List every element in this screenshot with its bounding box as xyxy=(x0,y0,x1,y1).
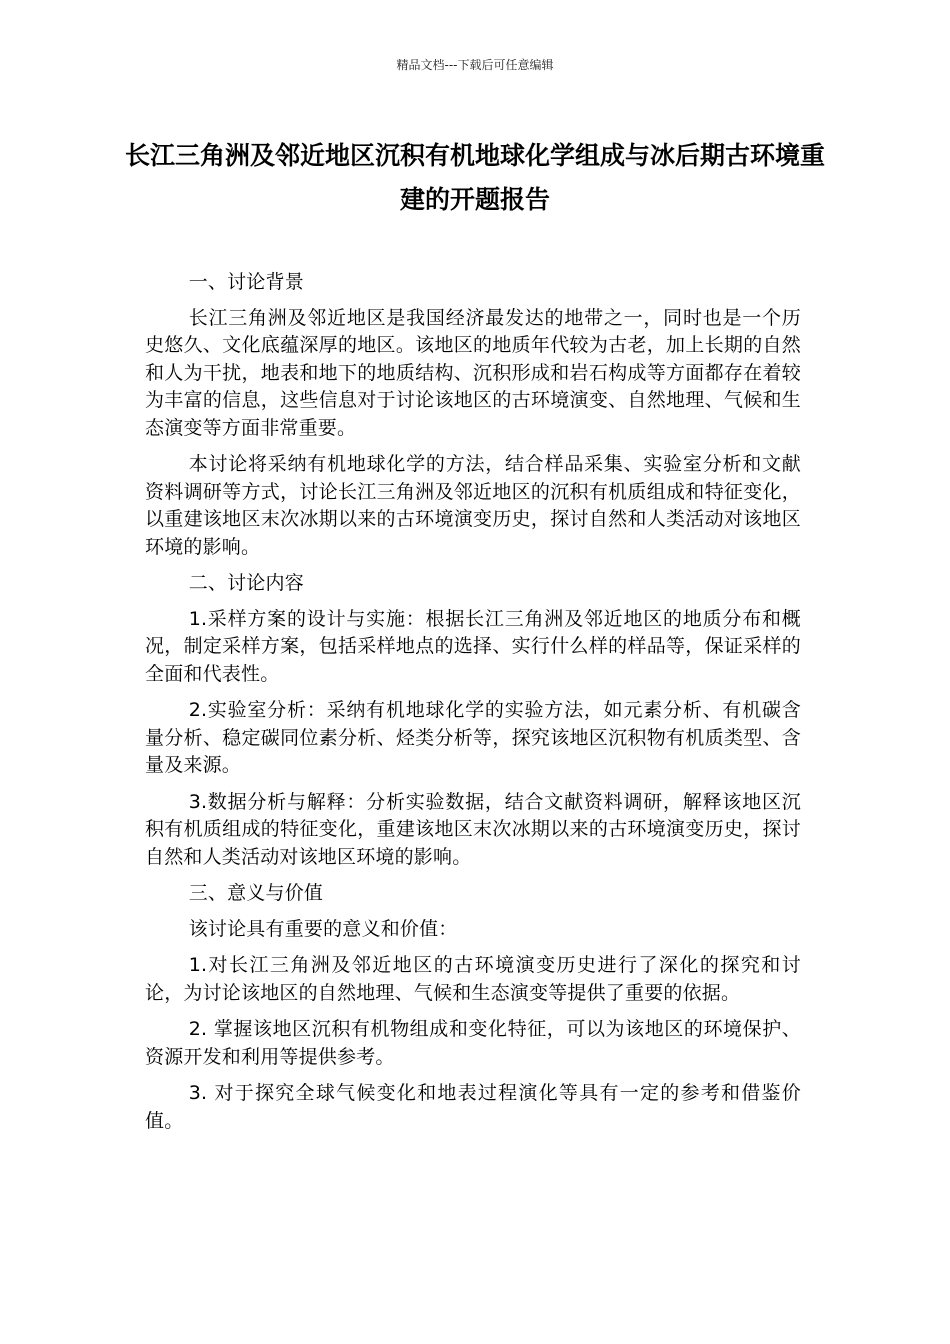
significance-item-2: 2. 掌握该地区沉积有机物组成和变化特征，可以为该地区的环境保护、资源开发和利用等提供参考。 xyxy=(145,1018,801,1068)
paragraph-background-2: 本讨论将采纳有机地球化学的方法，结合样品采集、实验室分析和文献资料调研等方式，讨论长江三角洲及邻近地区的沉积有机质组成和特征变化，以重建该地区末次冰期以来的古环境演变历史，探讨自然和人类活动对该地区环境的影响。 xyxy=(145,453,801,558)
section-heading-background: 一、讨论背景 xyxy=(188,271,304,293)
paragraph-significance-intro: 该讨论具有重要的意义和价值： xyxy=(188,917,458,940)
paragraph-background-1: 长江三角洲及邻近地区是我国经济最发达的地带之一，同时也是一个历史悠久、文化底蕴深厚的地区。该地区的地质年代较为古老，加上长期的自然和人为干扰，地表和地下的地质结构、沉积形成和岩石构成等方面都存在着较为丰富的信息，这些信息对于讨论该地区的古环境演变、自然地理、气候和生态演变等方面非常重要。 xyxy=(145,306,801,439)
significance-item-1: 1.对长江三角洲及邻近地区的古环境演变历史进行了深化的探究和讨论，为讨论该地区的自然地理、气候和生态演变等提供了重要的依据。 xyxy=(145,954,801,1004)
significance-item-3: 3. 对于探究全球气候变化和地表过程演化等具有一定的参考和借鉴价值。 xyxy=(145,1082,801,1132)
content-item-sampling: 1.采样方案的设计与实施：根据长江三角洲及邻近地区的地质分布和概况，制定采样方案，包括采样地点的选择、实行什么样的样品等，保证采样的全面和代表性。 xyxy=(145,607,801,685)
content-item-lab-analysis: 2.实验室分析：采纳有机地球化学的实验方法，如元素分析、有机碳含量分析、稳定碳同位素分析、烃类分析等，探究该地区沉积物有机质类型、含量及来源。 xyxy=(145,699,801,776)
page-header: 精品文档---下载后可任意编辑 xyxy=(396,58,554,72)
document-title: 长江三角洲及邻近地区沉积有机地球化学组成与冰后期古环境重建的开题报告 xyxy=(124,141,825,214)
section-heading-significance: 三、意义与价值 xyxy=(188,882,324,904)
document-body xyxy=(145,269,801,1144)
section-heading-content: 二、讨论内容 xyxy=(188,572,304,594)
content-item-data-analysis: 3.数据分析与解释：分析实验数据，结合文献资料调研，解释该地区沉积有机质组成的特征变化，重建该地区末次冰期以来的古环境演变历史，探讨自然和人类活动对该地区环境的影响。 xyxy=(145,790,801,868)
